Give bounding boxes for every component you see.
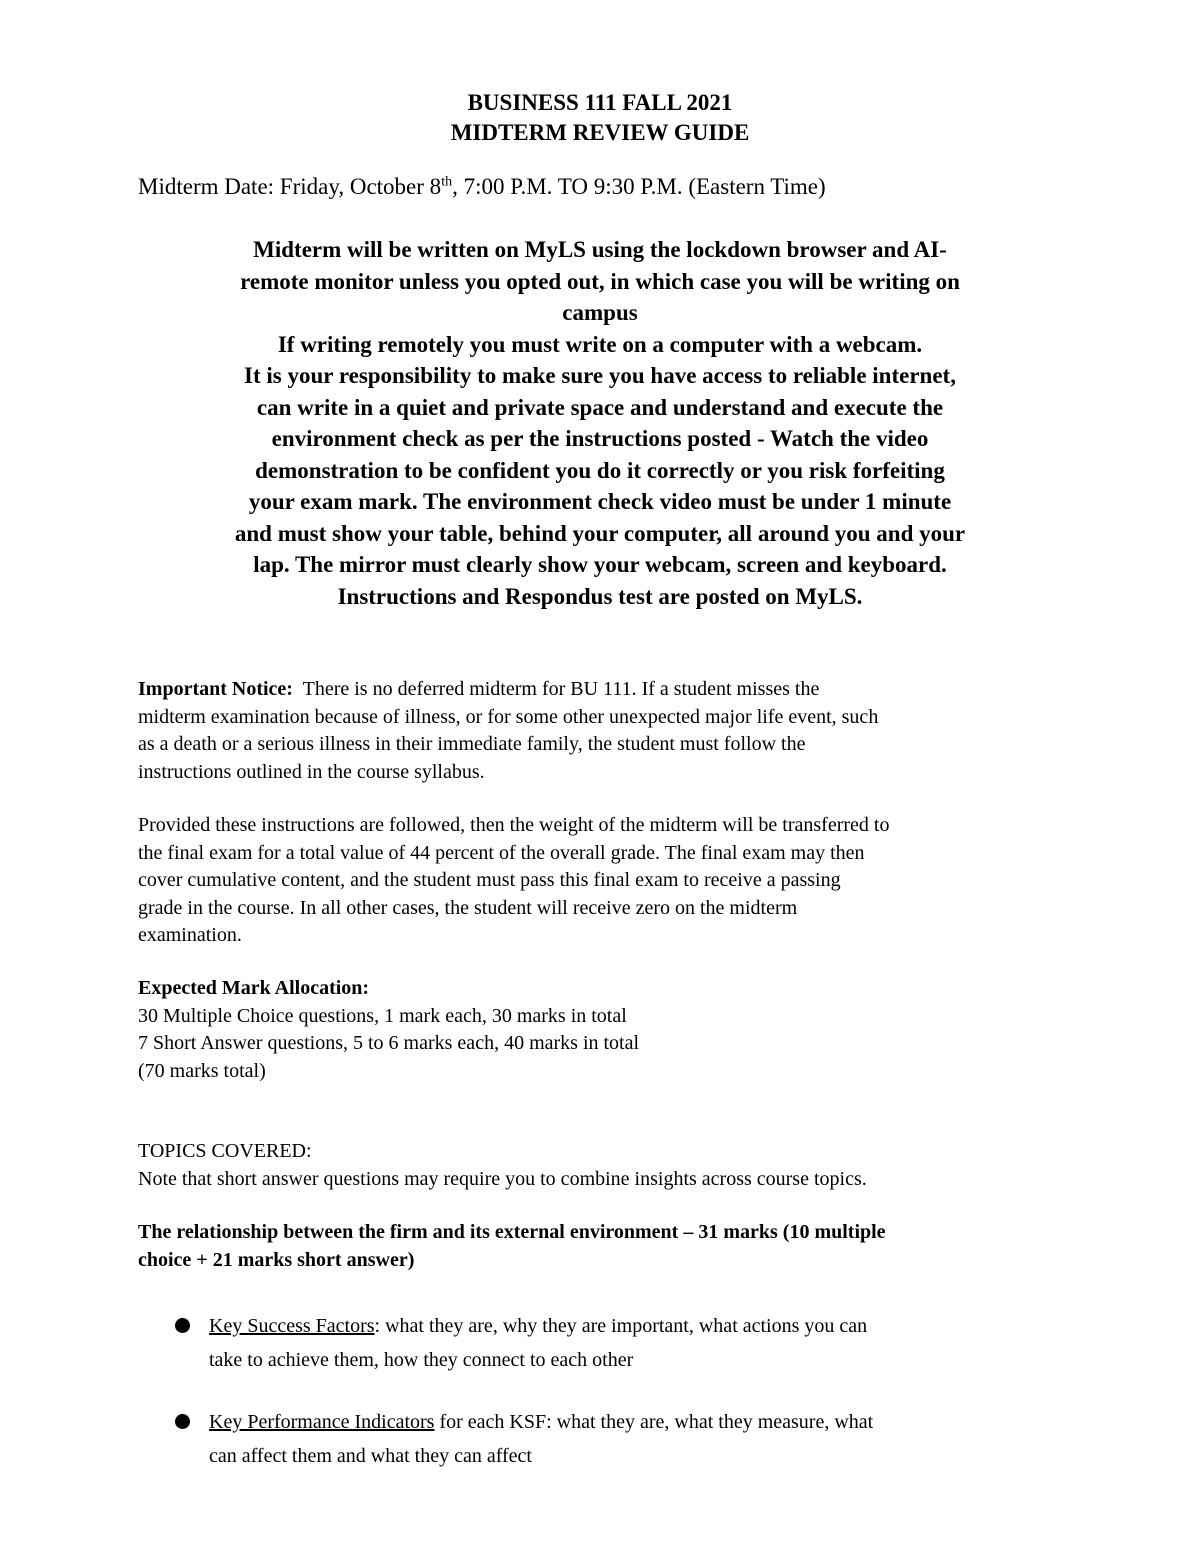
- external-environment-section-heading: [138, 1219, 1058, 1274]
- bullet-text: [209, 1309, 1029, 1377]
- important-notice-label: Important Notice:: [138, 678, 293, 700]
- important-notice-text: There is no deferred midterm for BU 111. If a student misses the: [292, 678, 820, 700]
- important-notice-paragraph: [138, 676, 1058, 786]
- midterm-date-suffix: , 7:00 P.M. TO 9:30 P.M. (Eastern Time): [452, 174, 826, 199]
- bullet-first-line: [209, 1309, 1029, 1343]
- midterm-date-prefix: Midterm Date: Friday, October 8: [138, 174, 442, 199]
- topics-covered-heading: TOPICS COVERED:: [138, 1140, 312, 1162]
- paragraph-line: the final exam for a total value of 44 percent of the overall grade. The final exam may then: [138, 841, 865, 864]
- important-notice-line: midterm examination because of illness, or for some other unexpected major life event, such: [138, 705, 879, 728]
- section-heading-line: choice + 21 marks short answer): [138, 1248, 415, 1271]
- topics-covered-note: Note that short answer questions may require you to combine insights across course topics.: [138, 1167, 867, 1190]
- section-heading-line: The relationship between the firm and its external environment – 31 marks (10 multiple: [138, 1221, 886, 1243]
- bullet-second-line: can affect them and what they can affect: [209, 1445, 532, 1467]
- mark-allocation-line: 30 Multiple Choice questions, 1 mark each, 30 marks in total: [138, 1004, 627, 1027]
- bullet-term: Key Performance Indicators: [209, 1411, 435, 1433]
- mark-allocation-line: 7 Short Answer questions, 5 to 6 marks each, 40 marks in total: [138, 1032, 640, 1054]
- document-title-line-1: BUSINESS 111 FALL 2021: [467, 90, 733, 115]
- midterm-date-superscript: th: [441, 174, 453, 190]
- notice-line: demonstration to be confident you do it correctly or you risk forfeiting: [255, 457, 945, 483]
- notice-line: and must show your table, behind your computer, all around you and your: [234, 520, 966, 546]
- notice-line: remote monitor unless you opted out, in which case you will be writing on: [240, 268, 960, 294]
- notice-line: can write in a quiet and private space and understand and execute the: [256, 394, 944, 420]
- bullet-text: [209, 1405, 1029, 1473]
- mark-allocation-heading: Expected Mark Allocation:: [138, 977, 370, 999]
- paragraph-line: cover cumulative content, and the student must pass this final exam to receive a passing: [138, 869, 841, 891]
- document-title-line-2: MIDTERM REVIEW GUIDE: [450, 120, 750, 145]
- paragraph-line: examination.: [138, 924, 242, 946]
- bullet-description: for each KSF: what they are, what they measure, what: [434, 1411, 874, 1433]
- bullet-term: Key Success Factors: [209, 1315, 375, 1337]
- bullet-second-line: take to achieve them, how they connect to each other: [209, 1349, 634, 1371]
- notice-line: your exam mark. The environment check video must be under 1 minute: [248, 489, 952, 514]
- notice-line: It is your responsibility to make sure you have access to reliable internet,: [244, 363, 956, 388]
- notice-line: campus: [562, 300, 638, 325]
- notice-line: Instructions and Respondus test are posted on MyLS.: [337, 583, 863, 609]
- paragraph-line: Provided these instructions are followed, then the weight of the midterm will be transferred to: [138, 814, 890, 836]
- remote-writing-notice: [100, 234, 1100, 612]
- mark-allocation-section: [138, 975, 1058, 1085]
- notice-line: Midterm will be written on MyLS using the lockdown browser and AI-: [253, 237, 947, 262]
- mark-allocation-line: (70 marks total): [138, 1059, 266, 1082]
- notice-line: lap. The mirror must clearly show your webcam, screen and keyboard.: [253, 552, 947, 577]
- bullet-icon: [175, 1318, 190, 1333]
- topics-covered-section: [138, 1138, 1058, 1193]
- notice-line: environment check as per the instructions posted - Watch the video: [271, 426, 929, 451]
- paragraph-line: grade in the course. In all other cases, the student will receive zero on the midterm: [138, 896, 798, 919]
- important-notice-line: instructions outlined in the course syllabus.: [138, 760, 485, 783]
- important-notice-first-line: [138, 676, 1058, 704]
- notice-line: If writing remotely you must write on a computer with a webcam.: [277, 331, 923, 357]
- bullet-description: : what they are, why they are important, what actions you can: [374, 1315, 868, 1337]
- bullet-icon: [175, 1414, 190, 1429]
- midterm-date: [138, 170, 826, 204]
- important-notice-line: as a death or a serious illness in their immediate family, the student must follow the: [138, 733, 806, 755]
- bullet-first-line: [209, 1405, 1029, 1439]
- deferred-weight-paragraph: [138, 812, 1058, 950]
